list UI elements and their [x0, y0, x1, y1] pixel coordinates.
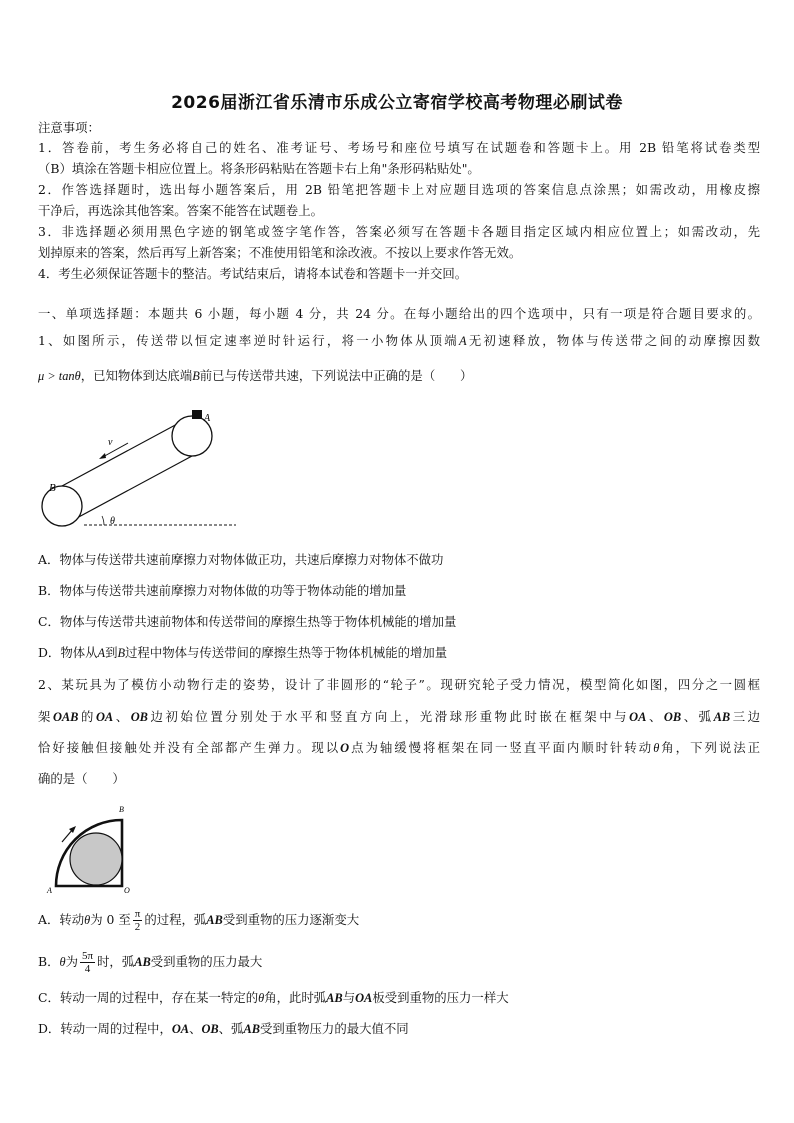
fraction-numerator: 5π	[81, 950, 94, 962]
q2-text: 与	[342, 990, 356, 1005]
q1-label-v: v	[108, 437, 113, 448]
q2-text: 的过程，弧	[144, 912, 207, 927]
q1-label-b: B	[49, 482, 56, 494]
page-title: 2026届浙江省乐清市乐成公立寄宿学校高考物理必刷试卷	[171, 93, 623, 113]
q1-text: 无初速释放，物体与传送带之间的动摩擦因数	[466, 333, 760, 348]
q2-text: 角，此时弧	[264, 990, 327, 1005]
notice-item-3-line-2: 划掉原来的答案，然后再写上新答案；不准使用铅笔和涂改液。不按以上要求作答无效。	[38, 245, 522, 260]
q2-text: 受到重物压力的最大值不同	[259, 1021, 409, 1036]
q2-var-ab: AB	[713, 710, 731, 724]
q2-fraction	[80, 950, 95, 975]
ball-icon	[70, 833, 122, 885]
q2-text: 板受到重物的压力一样大	[372, 990, 509, 1005]
q2-label-o: O	[124, 886, 130, 895]
q2-text: 时，弧	[97, 954, 135, 969]
q1-text: 1、如图所示，传送带以恒定速率逆时针运行，将一小物体从顶端	[38, 333, 459, 348]
q1-option-b: B．物体与传送带共速前摩擦力对物体做的功等于物体动能的增加量	[38, 583, 407, 598]
q2-text: 恰好接触但接触处并没有全部都产生弹力。现以	[38, 740, 341, 755]
q2-text: 受到重物的压力逐渐变大	[222, 912, 360, 927]
q2-text: 角，下列说法正	[659, 740, 761, 755]
q2-text: 为 0 至	[90, 912, 131, 927]
q2-text: 边初始位置分别处于水平和竖直方向上，光滑球形重物此时嵌在框架中与	[147, 709, 630, 724]
q2-text: 受到重物的压力最大	[150, 954, 263, 969]
q2-var-ab: AB	[326, 991, 343, 1005]
q2-frame-diagram	[40, 800, 150, 900]
q2-var-o: O	[340, 741, 350, 755]
q1-condition: μ > tanθ	[38, 369, 81, 383]
q2-option-c	[38, 990, 760, 1006]
notice-heading: 注意事项：	[38, 120, 100, 135]
q1-text: 到	[105, 645, 118, 660]
q2-var-theta: θ	[84, 913, 91, 927]
q2-var-oa: OA	[629, 710, 647, 724]
section-1-heading: 一、单项选择题：本题共 6 小题，每小题 4 分，共 24 分。在每小题给出的四个选项中，只有一项是符合题目要求的。	[38, 306, 760, 321]
q1-var-b: B	[117, 646, 126, 660]
q2-stem-line-4: 确的是（ ）	[38, 771, 125, 786]
q1-text: D．物体从	[38, 645, 98, 660]
q1-label-a: A	[204, 413, 211, 424]
q2-text: 架	[38, 709, 53, 724]
q2-text: D．转动一周的过程中，	[38, 1021, 172, 1036]
q1-option-a: A．物体与传送带共速前摩擦力对物体做正功，共速后摩擦力对物体不做功	[38, 552, 444, 567]
q1-text: ，已知物体到达底端	[80, 368, 193, 383]
q2-label-a: A	[47, 886, 52, 895]
q1-option-d	[38, 645, 760, 661]
q1-text: 前已与传送带共速，下列说法中正确的是（ ）	[199, 368, 473, 383]
q2-var-oa: OA	[95, 710, 114, 724]
notice-item-2-line-2: 干净后，再选涂其他答案。答案不能答在试题卷上。	[38, 203, 323, 218]
q1-stem-line-2	[38, 368, 760, 384]
q2-text: 为	[65, 954, 78, 969]
velocity-arrow-icon	[99, 453, 106, 459]
q2-text: 、	[113, 709, 131, 724]
q1-text: 过程中物体与传送带间的摩擦生热等于物体机械能的增加量	[125, 645, 448, 660]
q1-var-a: A	[458, 334, 467, 348]
q2-text: 、弧	[218, 1021, 244, 1036]
q1-conveyor-diagram	[36, 405, 246, 535]
q2-stem-line-2	[38, 709, 760, 725]
q2-text: 三边	[730, 709, 761, 724]
fraction-denominator: 4	[84, 963, 91, 975]
notice-item-1-line-2: （B）填涂在答题卡相应位置上。将条形码粘贴在答题卡右上角"条形码粘贴处"。	[38, 161, 480, 176]
q2-var-theta: θ	[653, 741, 660, 755]
fraction-numerator: π	[134, 908, 141, 920]
q2-option-d	[38, 1021, 760, 1037]
q1-var-b: B	[192, 369, 200, 383]
notice-item-2-line-1: 2．作答选择题时，选出每小题答案后，用 2B 铅笔把答题卡上对应题目选项的答案信息点涂黑；如需改动，用橡皮擦	[38, 182, 760, 197]
q2-var-oab: OAB	[52, 710, 79, 724]
q2-var-ab: AB	[134, 955, 151, 969]
notice-item-1-line-1: 1．答卷前，考生务必将自己的姓名、准考证号、考场号和座位号填写在试题卷和答题卡上。用 2B 铅笔将试卷类型	[38, 140, 760, 155]
q2-var-ab: AB	[243, 1022, 260, 1036]
q2-var-ab: AB	[206, 913, 223, 927]
q2-var-theta: θ	[258, 991, 265, 1005]
q2-var-theta: θ	[59, 955, 66, 969]
q1-option-c: C．物体与传送带共速前物体和传送带间的摩擦生热等于物体机械能的增加量	[38, 614, 457, 629]
q2-label-b: B	[119, 805, 124, 814]
block-icon	[192, 410, 202, 419]
q2-text: 、弧	[681, 709, 714, 724]
notice-item-4: 4．考生必须保证答题卡的整洁。考试结束后，请将本试卷和答题卡一并交回。	[38, 266, 468, 281]
q2-text: C．转动一周的过程中，存在某一特定的	[38, 990, 259, 1005]
q2-var-ob: OB	[201, 1022, 219, 1036]
q2-option-a	[38, 906, 760, 934]
fraction-denominator: 2	[134, 921, 141, 933]
q2-stem-line-1: 2、某玩具为了模仿小动物行走的姿势，设计了非圆形的“轮子”。现研究轮子受力情况，模型简化如图，四分之一圆框	[38, 677, 760, 692]
q2-var-ob: OB	[130, 710, 148, 724]
q2-text: B．	[38, 954, 60, 969]
q2-text: 点为轴缓慢将框架在同一竖直平面内顺时针转动	[349, 740, 654, 755]
q2-var-oa: OA	[355, 991, 373, 1005]
q2-text: 、	[189, 1021, 202, 1036]
q1-var-a: A	[97, 646, 106, 660]
q2-option-b	[38, 948, 760, 976]
notice-item-3-line-1: 3．非选择题必须用黑色字迹的钢笔或签字笔作答，答案必须写在答题卡各题目指定区域内相应位置上；如需改动，先	[38, 224, 760, 239]
q2-var-oa: OA	[171, 1022, 190, 1036]
q2-stem-line-3	[38, 740, 760, 756]
q2-text: 的	[78, 709, 96, 724]
q1-stem-line-1	[38, 333, 760, 349]
q2-fraction	[133, 908, 143, 933]
q1-label-theta: θ	[110, 516, 115, 527]
q2-text: 、	[646, 709, 664, 724]
q2-text: A．转动	[38, 912, 85, 927]
q2-var-ob: OB	[663, 710, 682, 724]
